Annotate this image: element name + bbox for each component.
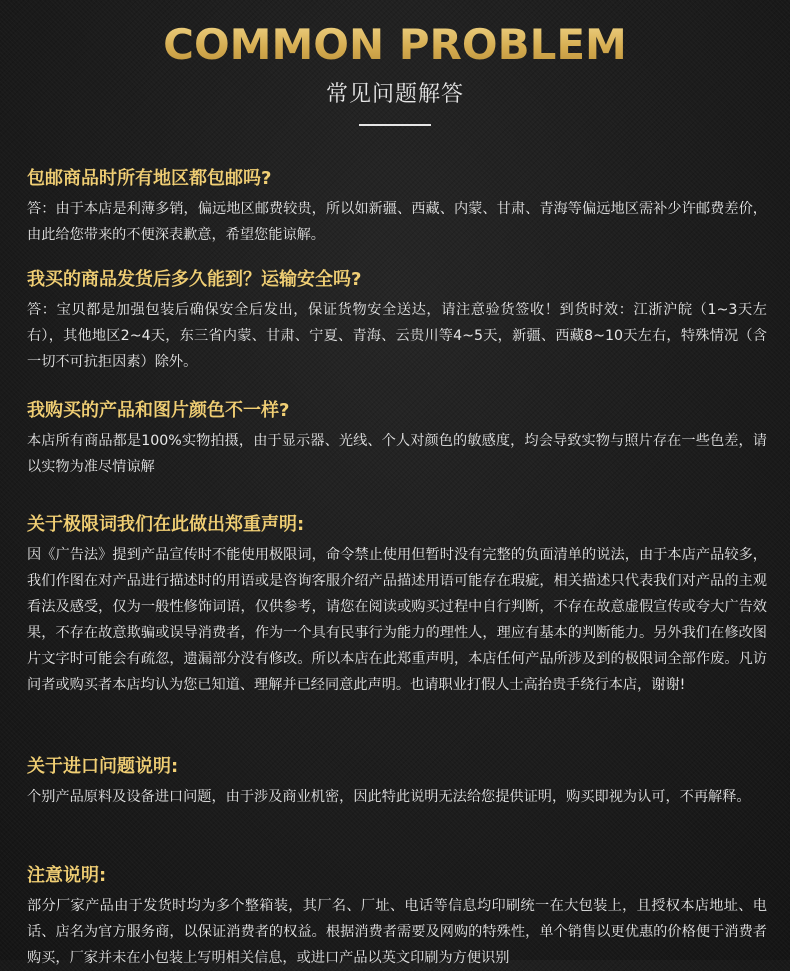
faq-question: 我购买的产品和图片颜色不一样? [27,400,290,421]
faq-item-import [27,754,767,810]
faq-answer: 本店所有商品都是100%实物拍摄，由于显示器、光线、个人对颜色的敏感度，均会导致实物与照片存在一些色差，请以实物为准尽情谅解 [27,433,767,475]
faq-question: 关于极限词我们在此做出郑重声明: [27,514,305,535]
page-header [0,18,790,126]
faq-question: 包邮商品时所有地区都包邮吗? [27,168,272,189]
faq-question: 关于进口问题说明: [27,756,179,777]
faq-answer: 部分厂家产品由于发货时均为多个整箱装，其厂名、厂址、电话等信息均印刷统一在大包装上，且授权本店地址、电话、店名为官方服务商，以保证消费者的权益。根据消费者需要及网购的特殊性，单个销售以更优惠的价格便于消费者购买，厂家并未在小包装上写明相关信息，或进口产品以英文印刷为方便识别 [27,898,767,966]
faq-answer: 答：宝贝都是加强包装后确保安全后发出，保证货物安全送达，请注意验货签收！到货时效：江浙沪皖（1~3天左右），其他地区2~4天，东三省内蒙、甘肃、宁夏、青海、云贵川等4~5天，新疆、西藏8~10天左右，特殊情况（含一切不可抗拒因素）除外。 [27,302,767,370]
title-divider [359,124,431,126]
faq-item-delivery-time [27,267,767,375]
page-subtitle: 常见问题解答 [325,82,464,107]
faq-item-color-difference [27,398,767,480]
page-title: COMMON PROBLEM [0,18,790,72]
faq-item-notice [27,863,767,971]
faq-item-absolute-terms [27,512,767,698]
faq-answer: 因《广告法》提到产品宣传时不能使用极限词，命令禁止使用但暂时没有完整的负面清单的说法，由于本店产品较多，我们作图在对产品进行描述时的用语或是咨询客服介绍产品描述用语可能存在瑕疵，相关描述只代表我们对产品的主观看法及感受，仅为一般性修饰词语，仅供参考，请您在阅读或购买过程中自行判断，不存在故意虚假宣传或夸大广告效果，不存在故意欺骗或误导消费者，作为一个具有民事行为能力的理性人，理应有基本的判断能力。另外我们在修改图片文字时可能会有疏忽，遗漏部分没有修改。所以本店在此郑重声明，本店任何产品所涉及到的极限词全部作废。凡访问者或购买者本店均认为您已知道、理解并已经同意此声明。也请职业打假人士高抬贵手绕行本店，谢谢! [27,547,767,693]
faq-answer: 答：由于本店是利薄多销，偏远地区邮费较贵，所以如新疆、西藏、内蒙、甘肃、青海等偏远地区需补少许邮费差价，由此给您带来的不便深表歉意，希望您能谅解。 [27,201,767,243]
faq-item-free-shipping [27,166,767,248]
faq-answer: 个别产品原料及设备进口问题，由于涉及商业机密，因此特此说明无法给您提供证明，购买即视为认可，不再解释。 [27,789,751,805]
faq-question: 我买的商品发货后多久能到？运输安全吗? [27,269,362,290]
faq-question: 注意说明: [27,865,107,886]
